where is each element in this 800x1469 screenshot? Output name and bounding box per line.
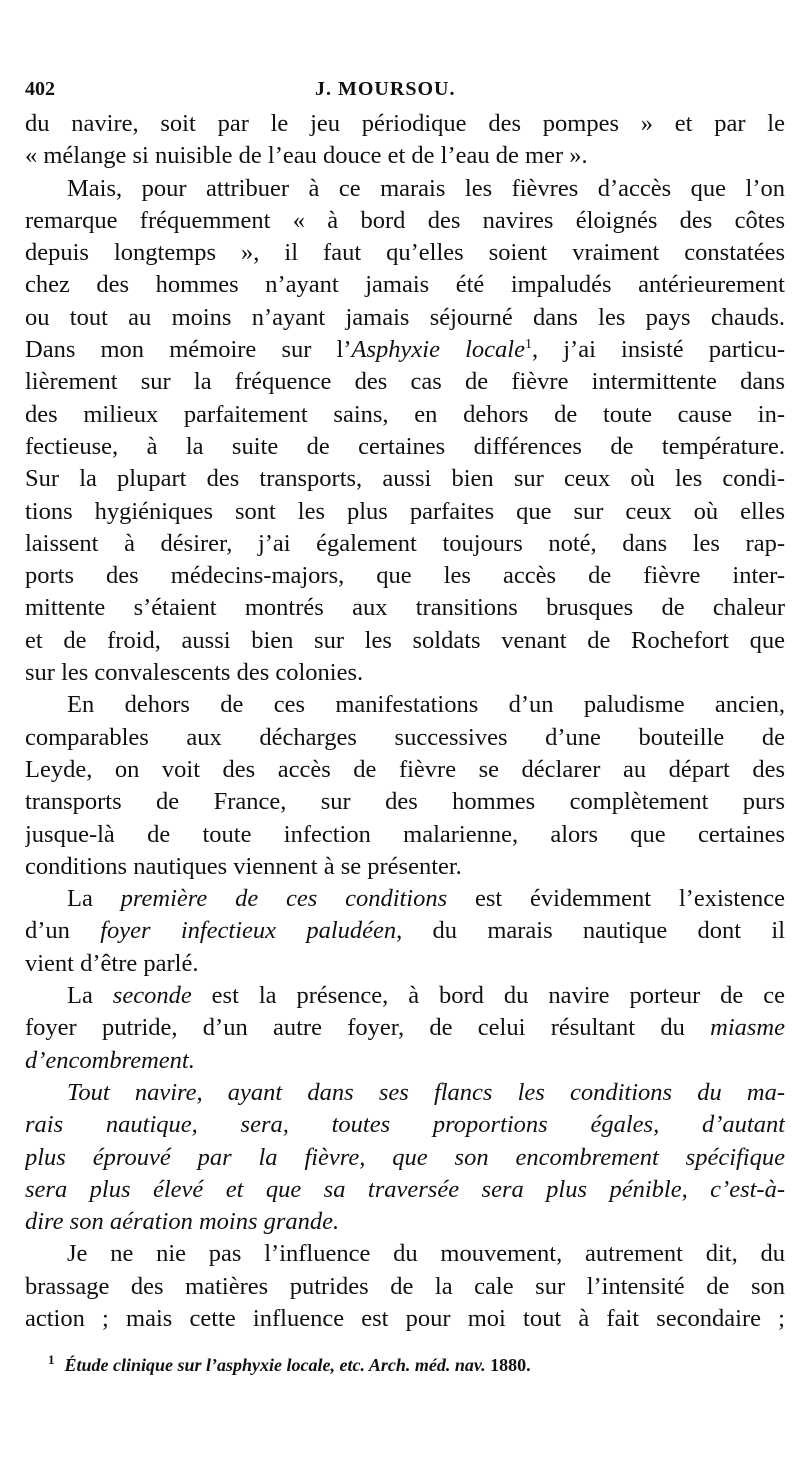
text-line: Leyde, on voit des accès de fièvre se déclarer au départ des [25,755,785,783]
body-text [25,108,785,1335]
text-run: , du marais nautique dont il [396,917,785,945]
text-run: La [67,982,113,1010]
text-run: d’un [25,917,101,945]
text-line: mittente s’étaient montrés aux transitions brusques de chaleur [25,594,785,622]
page-number: 402 [25,78,55,100]
text-line: Mais, pour attribuer à ce marais les fièvres d’accès que l’on [67,174,785,202]
running-head: J. MOURSOU. [315,78,456,100]
text-line: du navire, soit par le jeu périodique des pompes » et par le [25,110,785,137]
text-line: « mélange si nuisible de l’eau douce et de l’eau de mer ». [25,142,588,170]
paragraph [25,980,785,1077]
text-line [25,883,785,915]
italic-phrase: seconde [112,982,192,1010]
text-line: Sur la plupart des transports, aussi bien sur ceux où les condi- [25,465,785,493]
footnote-text: Étude clinique sur l’asphyxie locale, etc. Arch. méd. nav. [64,1355,486,1375]
text-run: La [67,885,121,913]
text-line: action ; mais cette influence est pour moi tout à fait secondaire ; [25,1304,785,1332]
paragraph [25,689,785,883]
paragraph [25,173,785,690]
text-line: tions hygiéniques sont les plus parfaites que sur ceux où elles [25,497,785,525]
text-line: ou tout au moins n’ayant jamais séjourné dans les pays chauds. [25,303,785,331]
text-line: jusque-là de toute infection malarienne, alors que certaines [25,820,785,848]
text-line: sera plus élevé et que sa traversée sera plus pénible, c’est-à- [25,1175,785,1203]
text-run: foyer putride, d’un autre foyer, de celui résultant du [25,1014,711,1042]
text-line: brassage des matières putrides de la cale sur l’intensité de son [25,1272,785,1300]
text-run: Dans mon mémoire sur l’ [25,336,352,364]
text-line: depuis longtemps », il faut qu’elles soient vraiment constatées [25,239,785,267]
text-run: est évidemment l’existence [447,885,785,913]
italic-phrase: miasme [710,1014,785,1042]
paragraph [25,1238,785,1335]
text-line: vient d’être parlé. [25,949,199,977]
text-line: plus éprouvé par la fièvre, que son encombrement spécifique [25,1143,785,1171]
footnote [48,1352,768,1376]
text-line: rais nautique, sera, toutes proportions égales, d’autant [25,1111,785,1139]
footnote-marker: 1 [48,1352,55,1367]
footnote-year: 1880. [490,1355,531,1375]
text-line: transports de France, sur des hommes complètement purs [25,788,785,816]
text-line: et de froid, aussi bien sur les soldats venant de Rochefort que [25,626,785,654]
text-line: comparables aux décharges successives d’une bouteille de [25,723,785,751]
text-line: ports des médecins-majors, que les accès de fièvre inter- [25,562,785,590]
paragraph [25,108,785,173]
text-line [25,1012,785,1044]
text-line [25,1045,785,1077]
text-line [25,334,785,366]
text-line: Tout navire, ayant dans ses flancs les conditions du ma- [67,1078,785,1106]
text-line: fectieuse, à la suite de certaines différences de température. [25,432,785,460]
text-line: laissent à désirer, j’ai également toujours noté, dans les rap- [25,529,785,557]
text-line: En dehors de ces manifestations d’un paludisme ancien, [67,691,785,719]
text-run: , j’ai insisté particu- [531,336,785,364]
paragraph [25,883,785,980]
italic-phrase: foyer infectieux paludéen [100,917,397,945]
text-line: lièrement sur la fréquence des cas de fièvre intermittente dans [25,368,785,396]
italic-title: Asphyxie locale [351,336,525,364]
page-header [25,72,785,106]
text-line: Je ne nie pas l’influence du mouvement, autrement dit, du [67,1240,785,1268]
text-line: des milieux parfaitement sains, en dehors de toute cause in- [25,400,785,428]
text-line: sur les convalescents des colonies. [25,659,364,687]
paragraph-italic [25,1077,785,1238]
text-line: chez des hommes n’ayant jamais été impaludés antérieurement [25,271,785,299]
text-line: dire son aération moins grande. [25,1208,340,1236]
text-line [25,980,785,1012]
footnote-ref: 1 [524,336,532,352]
italic-phrase: première de ces conditions [120,885,448,913]
italic-phrase: d’encombrement. [25,1046,195,1074]
text-line: conditions nautiques viennent à se présenter. [25,852,462,880]
text-run: est la présence, à bord du navire porteur de ce [191,982,785,1010]
text-line: remarque fréquemment « à bord des navires éloignés des côtes [25,206,785,234]
text-line [25,915,785,947]
